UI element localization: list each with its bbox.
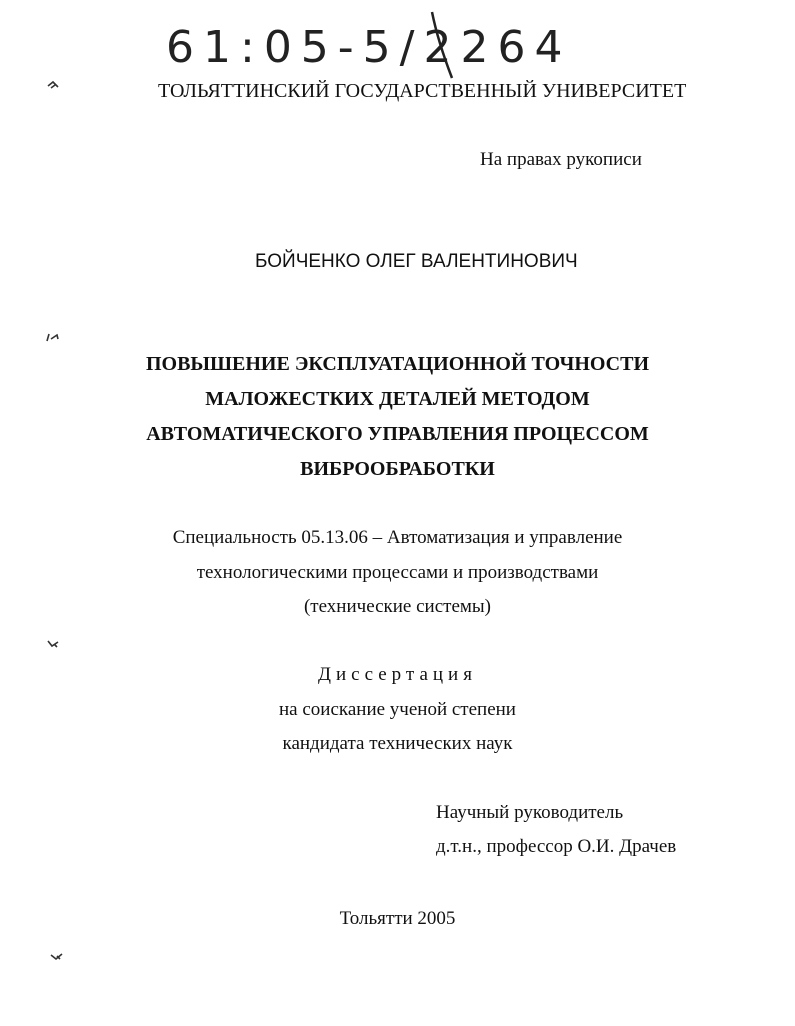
rights-note: На правах рукописи	[480, 149, 642, 170]
specialty-line: технологическими процессами и производствами	[196, 562, 599, 583]
title-line: МАЛОЖЕСТКИХ ДЕТАЛЕЙ МЕТОДОМ	[205, 388, 590, 410]
scan-mark	[46, 638, 60, 648]
author-name: БОЙЧЕНКО ОЛЕГ ВАЛЕНТИНОВИЧ	[255, 251, 578, 272]
degree-line: на соискание ученой степени	[279, 699, 516, 720]
handwritten-archive-number-drawing	[160, 8, 600, 80]
university-name: ТОЛЬЯТТИНСКИЙ ГОСУДАРСТВЕННЫЙ УНИВЕРСИТЕТ	[158, 80, 687, 102]
specialty-line: Специальность 05.13.06 – Автоматизация и управление	[172, 527, 623, 548]
supervisor-label: Научный руководитель	[436, 802, 624, 823]
scan-mark	[46, 332, 60, 342]
city-year: Тольятти 2005	[339, 908, 456, 929]
scan-mark	[50, 951, 64, 961]
handwritten-archive-number-text: 61:05-5/2264	[166, 22, 572, 73]
title-line: ВИБРООБРАБОТКИ	[300, 458, 495, 480]
supervisor-name: д.т.н., профессор О.И. Драчев	[436, 836, 677, 857]
degree-line: кандидата технических наук	[282, 733, 513, 754]
scan-mark	[46, 80, 60, 90]
title-line: АВТОМАТИЧЕСКОГО УПРАВЛЕНИЯ ПРОЦЕССОМ	[146, 423, 649, 445]
title-line: ПОВЫШЕНИЕ ЭКСПЛУАТАЦИОННОЙ ТОЧНОСТИ	[145, 353, 650, 375]
handwritten-archive-number	[160, 8, 600, 80]
specialty-line: (технические системы)	[303, 596, 491, 617]
document-type: Диссертация	[318, 664, 477, 685]
